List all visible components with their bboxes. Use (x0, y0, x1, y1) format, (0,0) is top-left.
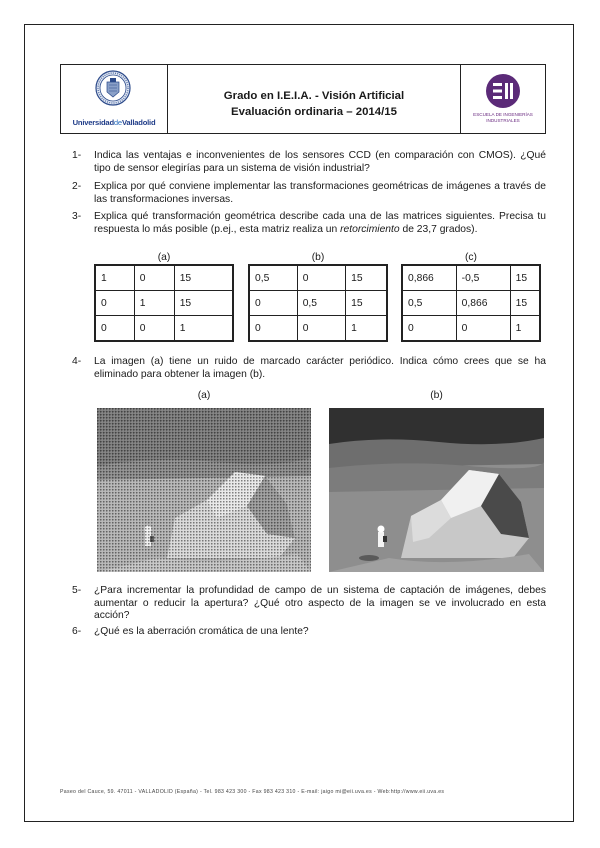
image-b-label: (b) (430, 390, 443, 401)
exam-title (168, 65, 460, 133)
matrix-row: 0 0 1 (250, 316, 386, 341)
exam-title-line2: Evaluación ordinaria – 2014/15 (231, 106, 397, 118)
filtered-moon-image-b (329, 408, 544, 572)
matrix-row: 0 0,5 15 (250, 291, 386, 316)
matrix-row: 0 0 1 (96, 316, 232, 341)
matrix-row: 0 0 1 (403, 316, 539, 341)
question-6: 6- ¿Qué es la aberración cromática de una lente? (72, 626, 309, 637)
school-logo-box (460, 65, 545, 133)
university-logo-box (61, 65, 168, 133)
school-logo-icon (485, 73, 521, 109)
matrix-b (248, 264, 388, 342)
matrix-c-label: (c) (464, 252, 477, 263)
university-name: UniversidaddeValladolid (72, 118, 156, 127)
question-3: 3- Explica qué transformación geométrica describe cada una de las matrices siguientes. Precisa tu respuesta lo más posible (p.ej., esta matriz realiza un retorcimiento de 23,7 grados). (72, 211, 546, 235)
matrix-a-label: (a) (157, 252, 171, 263)
matrix-row: 1 0 15 (96, 266, 232, 291)
question-4: 4- La imagen (a) tiene un ruido de marcado carácter periódico. Indica cómo crees que se ha eliminado para obtener la imagen (b). (72, 356, 546, 380)
school-name: ESCUELA DE INGENIERÍAS INDUSTRIALES (473, 112, 533, 123)
matrix-b-label: (b) (311, 252, 325, 263)
matrix-row: 0,5 0 15 (250, 266, 386, 291)
question-2: 2- Explica por qué conviene implementar las transformaciones geométricas de imágenes a través de las transformaciones inversas. (72, 181, 546, 205)
question-1: 1- Indica las ventajas e inconvenientes de los sensores CCD (en comparación con CMOS). ¿Qué tipo de sensor elegirías para un sistema de visión industrial? (72, 150, 546, 174)
image-a-label: (a) (197, 390, 211, 401)
matrix-row: 0,866 -0,5 15 (403, 266, 539, 291)
page-footer: Paseo del Cauce, 59. 47011 - VALLADOLID (España) - Tel. 983 423 300 - Fax 983 423 310 - E-mail: jaigo mi@eii.uva.es - Web:http://www.eii.uva.es (60, 789, 445, 795)
question-5: 5- ¿Para incrementar la profundidad de campo de un sistema de captación de imágenes, debes aumentar o reducir la apertura? ¿Qué otro aspecto de la imagen se ve involucrado en esta acción? (72, 585, 546, 622)
matrix-a (94, 264, 234, 342)
matrix-row: 0 1 15 (96, 291, 232, 316)
exam-title-line1: Grado en I.E.I.A. - Visión Artificial (223, 90, 405, 102)
exam-header (60, 64, 546, 134)
noisy-moon-image-a (97, 408, 311, 572)
university-seal-icon (95, 70, 131, 110)
matrix-c (401, 264, 541, 342)
matrix-row: 0,5 0,866 15 (403, 291, 539, 316)
